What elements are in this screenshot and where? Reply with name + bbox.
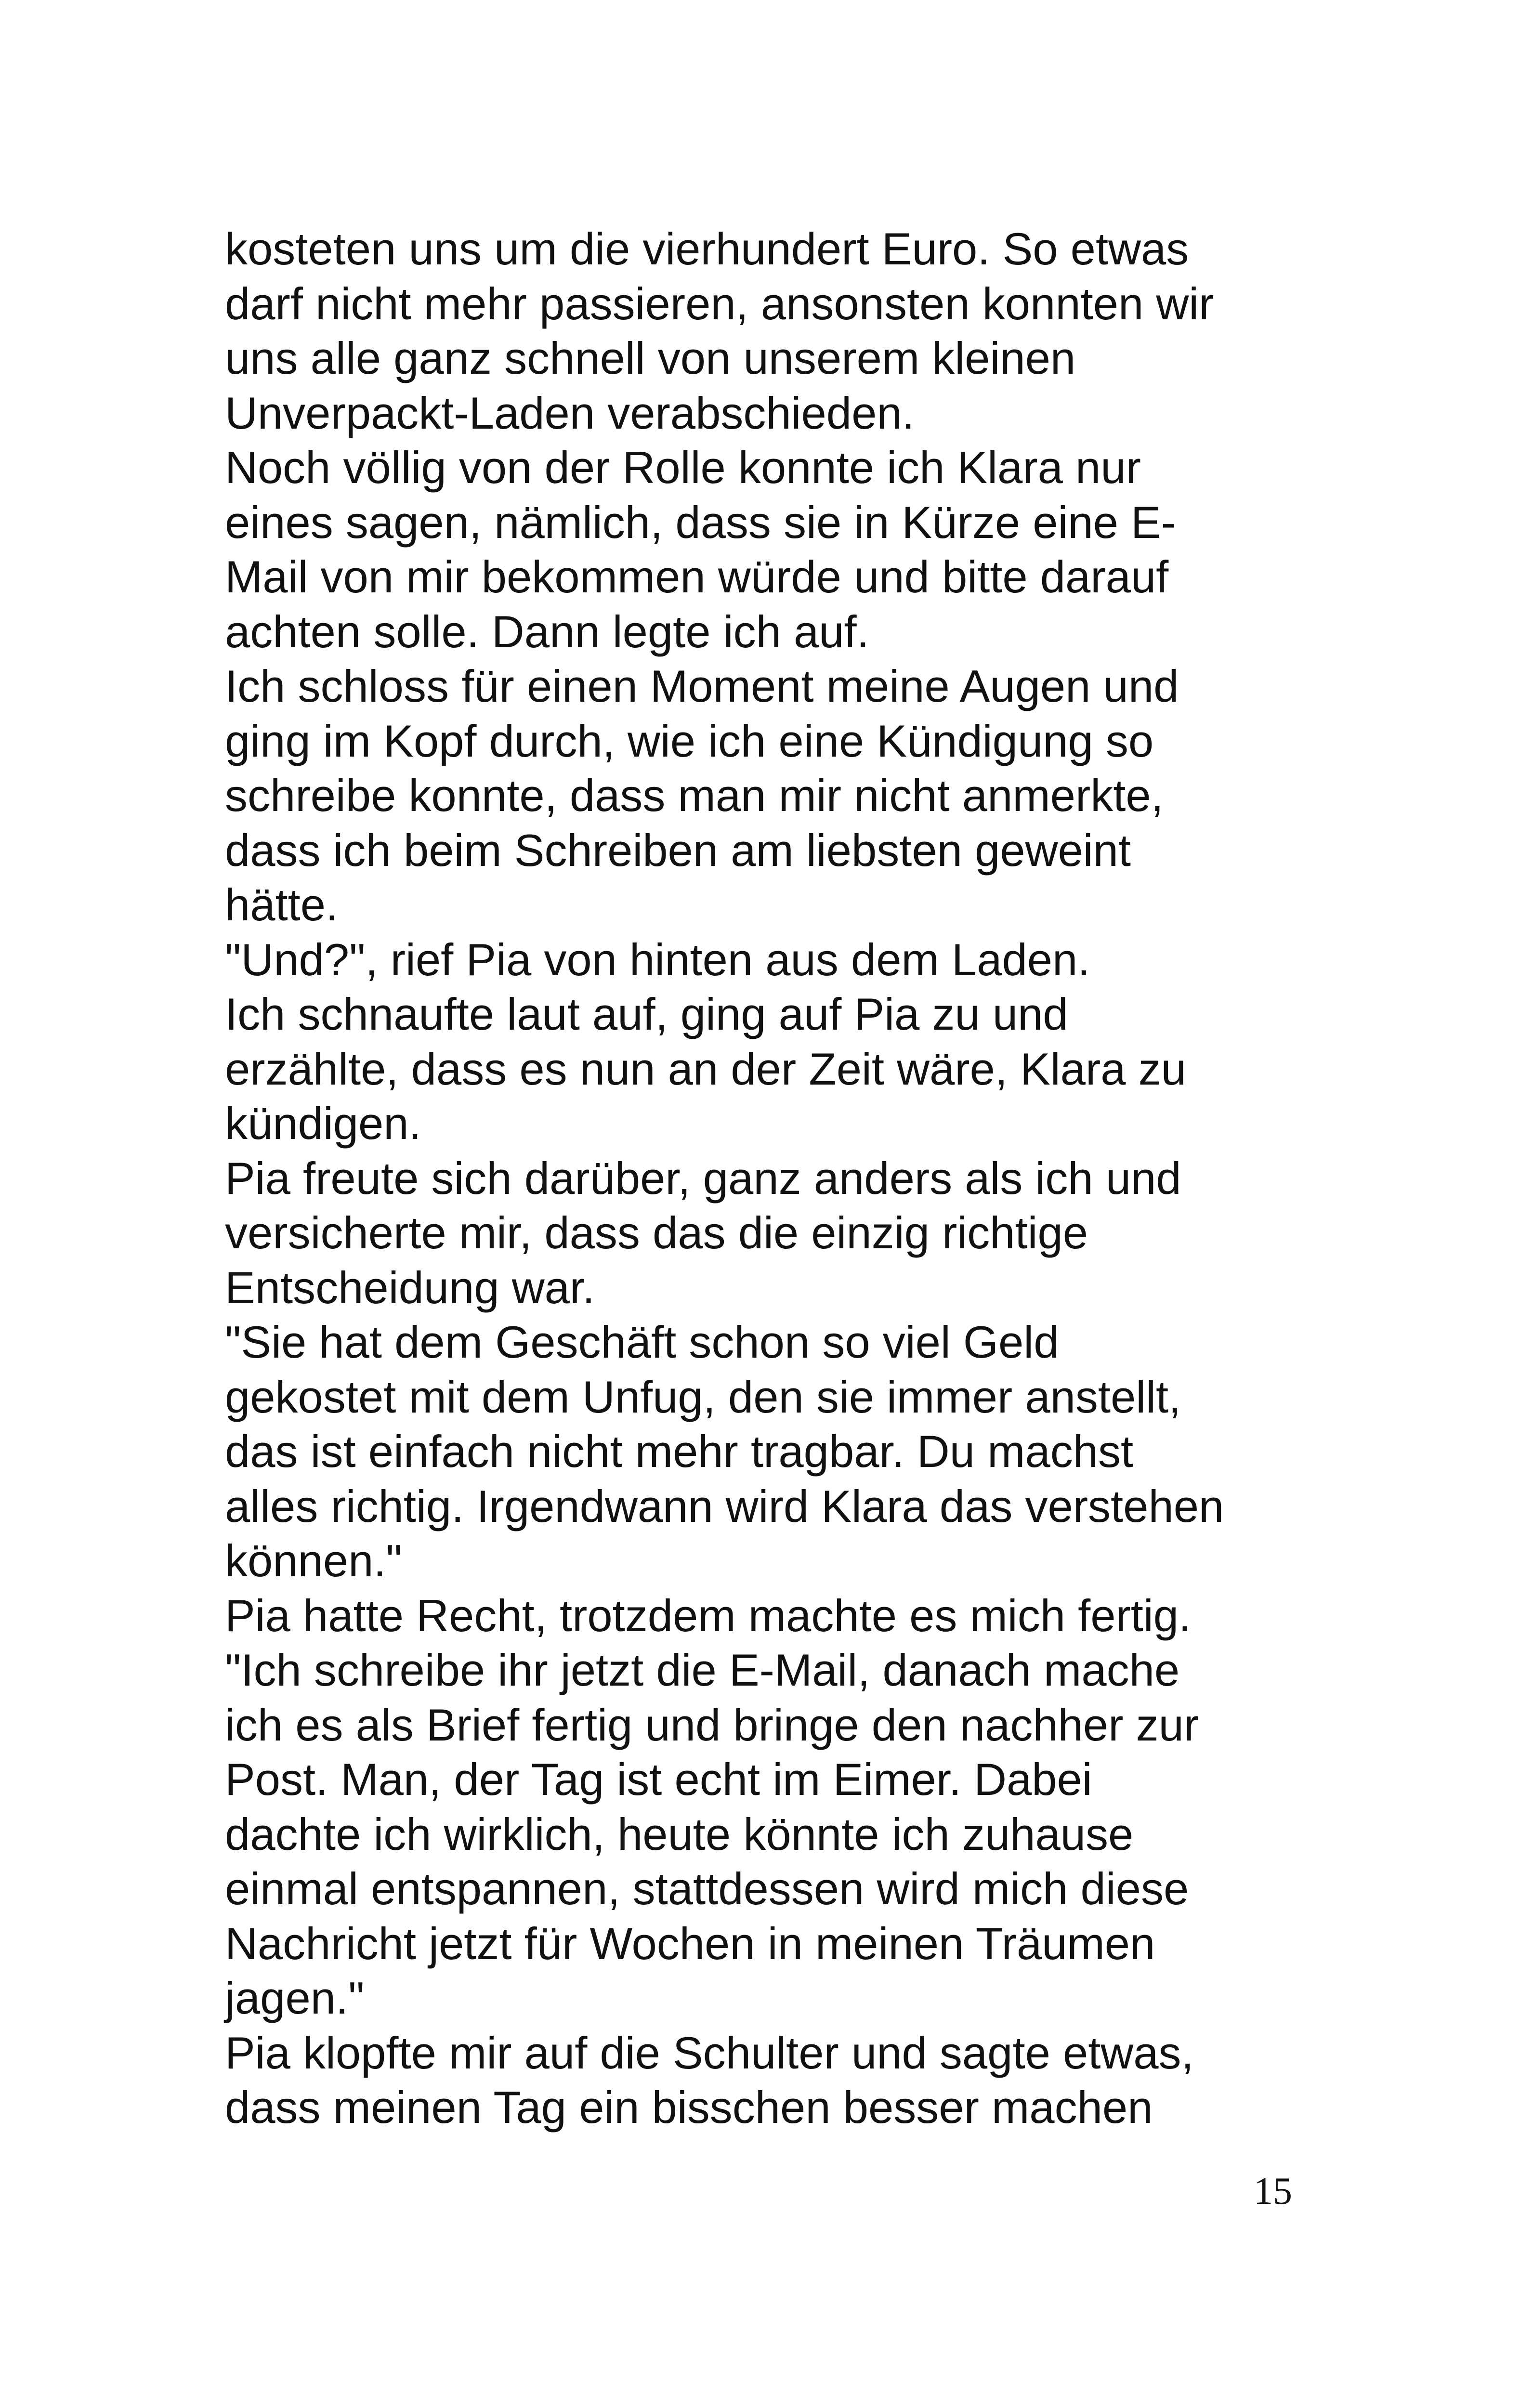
text-line: Ich schnaufte laut auf, ging auf Pia zu und bbox=[225, 989, 1068, 1039]
body-text bbox=[225, 222, 1333, 2135]
text-line: Nachricht jetzt für Wochen in meinen Träumen bbox=[225, 1918, 1155, 1969]
text-line: einmal entspannen, stattdessen wird mich diese bbox=[225, 1863, 1189, 1914]
text-line: "Ich schreibe ihr jetzt die E-Mail, danach mache bbox=[225, 1645, 1180, 1695]
text-line: Pia freute sich darüber, ganz anders als ich und bbox=[225, 1152, 1181, 1204]
text-line: Mail von mir bekommen würde und bitte darauf bbox=[225, 551, 1169, 602]
text-line: dass ich beim Schreiben am liebsten geweint bbox=[225, 824, 1131, 876]
text-line: Noch völlig von der Rolle konnte ich Klara nur bbox=[225, 442, 1141, 493]
text-line: "Sie hat dem Geschäft schon so viel Geld bbox=[225, 1317, 1059, 1367]
text-line: alles richtig. Irgendwann wird Klara das verstehen bbox=[225, 1480, 1224, 1531]
text-line: achten solle. Dann legte ich auf. bbox=[225, 606, 869, 657]
text-line: das ist einfach nicht mehr tragbar. Du machst bbox=[225, 1426, 1134, 1477]
text-line: darf nicht mehr passieren, ansonsten konnten wir bbox=[225, 278, 1214, 329]
text-line: dass meinen Tag ein bisschen besser machen bbox=[225, 2082, 1153, 2133]
text-line: eines sagen, nämlich, dass sie in Kürze eine E- bbox=[225, 497, 1177, 548]
text-line: können." bbox=[225, 1535, 402, 1586]
text-line: ging im Kopf durch, wie ich eine Kündigung so bbox=[225, 715, 1154, 766]
text-line: uns alle ganz schnell von unserem kleinen bbox=[225, 333, 1076, 383]
text-line: Entscheidung war. bbox=[225, 1262, 595, 1313]
text-line: dachte ich wirklich, heute könnte ich zuhause bbox=[225, 1808, 1134, 1859]
text-line: kündigen. bbox=[225, 1098, 421, 1149]
text-line: jagen." bbox=[225, 1973, 365, 2023]
text-line: erzählte, dass es nun an der Zeit wäre, Klara zu bbox=[225, 1043, 1186, 1094]
text-line: versicherte mir, dass das die einzig richtige bbox=[225, 1207, 1088, 1258]
text-line: Post. Man, der Tag ist echt im Eimer. Dabei bbox=[225, 1754, 1092, 1805]
text-line: schreibe konnte, dass man mir nicht anmerkte, bbox=[225, 770, 1164, 821]
page-number: 15 bbox=[1254, 2170, 1292, 2212]
text-line: hätte. bbox=[225, 879, 339, 930]
text-line: ich es als Brief fertig und bringe den nachher zur bbox=[225, 1699, 1199, 1750]
text-line: kosteten uns um die vierhundert Euro. So etwas bbox=[225, 223, 1189, 274]
text-line: Pia klopfte mir auf die Schulter und sagte etwas, bbox=[225, 2027, 1194, 2078]
text-line: "Und?", rief Pia von hinten aus dem Laden. bbox=[225, 934, 1090, 985]
text-line: Ich schloss für einen Moment meine Augen und bbox=[225, 661, 1179, 711]
text-line: gekostet mit dem Unfug, den sie immer anstellt, bbox=[225, 1371, 1181, 1422]
text-line: Pia hatte Recht, trotzdem machte es mich fertig. bbox=[225, 1590, 1192, 1641]
text-line: Unverpackt-Laden verabschieden. bbox=[225, 387, 915, 438]
